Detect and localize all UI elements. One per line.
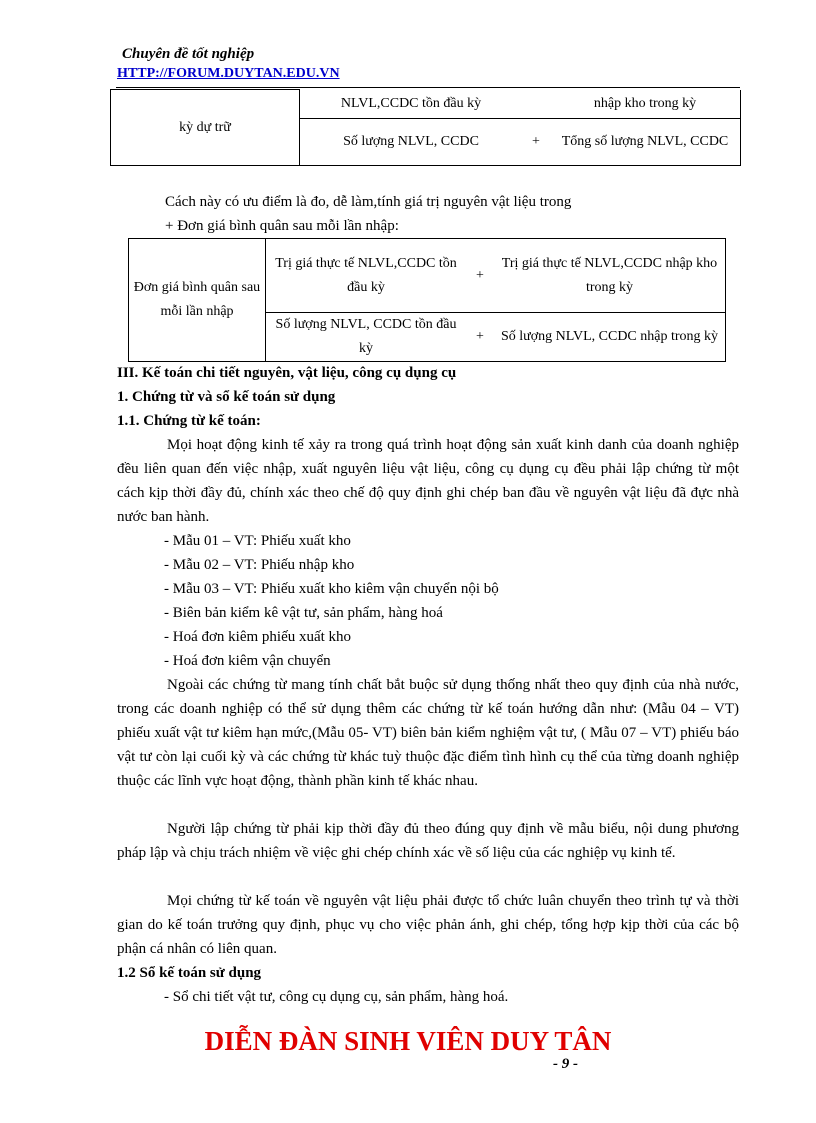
denominator-right: Tổng số lượng NLVL, CCDC (550, 119, 741, 166)
page-number: - 9 - (553, 1056, 578, 1072)
section-heading-1-2: 1.2 Sổ kế toán sử dụng (117, 965, 262, 981)
section-heading-III: III. Kế toán chi tiết nguyên, vật liệu, công cụ dụng cụ (117, 365, 457, 381)
list-item: - Biên bản kiểm kê vật tư, sản phẩm, hàng hoá (164, 605, 443, 621)
numerator-right: Trị giá thực tế NLVL,CCDC nhập kho trong kỳ (494, 239, 726, 313)
document-header-title: Chuyên đề tốt nghiệp (122, 46, 255, 62)
paragraph-documents: Mọi hoạt động kinh tế xảy ra trong quá trình hoạt động sản xuất kinh danh của doanh nghiệp đều liên quan đến việc nhập, xuất nguyên liệu vật liệu, công cụ dụng cụ đều phải lập chứng từ một cách kịp thời đầy đủ, chính xác theo chế độ quy định ghi chép ban đầu về nguyên vật liệu đã đực nhà nước ban hành. (117, 437, 739, 525)
list-item: - Hoá đơn kiêm vận chuyển (164, 653, 331, 669)
method-heading: + Đơn giá bình quân sau mỗi lần nhập: (165, 218, 399, 234)
formula-table-reserve (110, 89, 741, 166)
list-item: - Mẫu 03 – VT: Phiếu xuất kho kiêm vận chuyển nội bộ (164, 581, 499, 597)
numerator-plus (522, 90, 550, 119)
denominator-plus: + (522, 119, 550, 166)
numerator-right: nhập kho trong kỳ (550, 90, 741, 119)
forum-url-link[interactable]: HTTP://FORUM.DUYTAN.EDU.VN (117, 66, 340, 81)
paragraph-preparer: Người lập chứng từ phải kịp thời đầy đủ theo đúng quy định về mẫu biểu, nội dung phương pháp lập và chịu trách nhiệm về việc ghi chép chính xác về số liệu của các nghiệp vụ kinh tế. (117, 821, 739, 861)
paragraph-circulation: Mọi chứng từ kế toán về nguyên vật liệu phải được tổ chức luân chuyển theo trình tự và thời gian do kế toán trưởng quy định, phục vụ cho việc phản ánh, ghi chép, tổng hợp kịp thời của các bộ phận cá nhân có liên quan. (117, 893, 739, 957)
denominator-right: Số lượng NLVL, CCDC nhập trong kỳ (494, 313, 726, 362)
numerator-plus: + (466, 239, 494, 313)
advantage-text: Cách này có ưu điểm là đo, dễ làm,tính giá trị nguyên vật liệu trong (165, 194, 572, 210)
footer-banner: DIỄN ĐÀN SINH VIÊN DUY TÂN (204, 1026, 612, 1056)
denominator-plus: + (466, 313, 494, 362)
numerator-left: NLVL,CCDC tồn đầu kỳ (300, 90, 523, 119)
formula-label: kỳ dự trữ (111, 90, 300, 166)
paragraph-additional-documents: Ngoài các chứng từ mang tính chất bắt buộc sử dụng thống nhất theo quy định của nhà nước, trong các doanh nghiệp có thể sử dụng thêm các chứng từ kế toán hướng dẫn như: (Mẫu 04 – VT) phiếu xuất vật tư kiêm hạn mức,(Mẫu 05- VT) biên bản kiểm nghiệm vật tư, ( Mẫu 07 – VT) phiếu báo vật tư còn lại cuối kỳ và các chứng từ khác tuỳ thuộc đặc điểm tình hình cụ thể của từng doanh nghiệp thuộc các lĩnh vực hoạt động, thành phần kinh tế khác nhau. (117, 677, 739, 789)
numerator-left: Trị giá thực tế NLVL,CCDC tồn đầu kỳ (266, 239, 467, 313)
header-divider (116, 87, 740, 88)
section-heading-1-1: 1.1. Chứng từ kế toán: (117, 413, 261, 429)
list-item: - Mẫu 02 – VT: Phiếu nhập kho (164, 557, 355, 573)
denominator-left: Số lượng NLVL, CCDC tồn đầu kỳ (266, 313, 467, 362)
list-item: - Hoá đơn kiêm phiếu xuất kho (164, 629, 352, 645)
denominator-left: Số lượng NLVL, CCDC (300, 119, 523, 166)
formula-table-average (128, 238, 726, 362)
list-item: - Sổ chi tiết vật tư, công cụ dụng cụ, sản phẩm, hàng hoá. (164, 989, 509, 1005)
formula-label: Đơn giá bình quân sau mỗi lần nhập (129, 239, 266, 362)
list-item: - Mẫu 01 – VT: Phiếu xuất kho (164, 533, 351, 549)
section-heading-1: 1. Chứng từ và sổ kế toán sử dụng (117, 389, 336, 405)
